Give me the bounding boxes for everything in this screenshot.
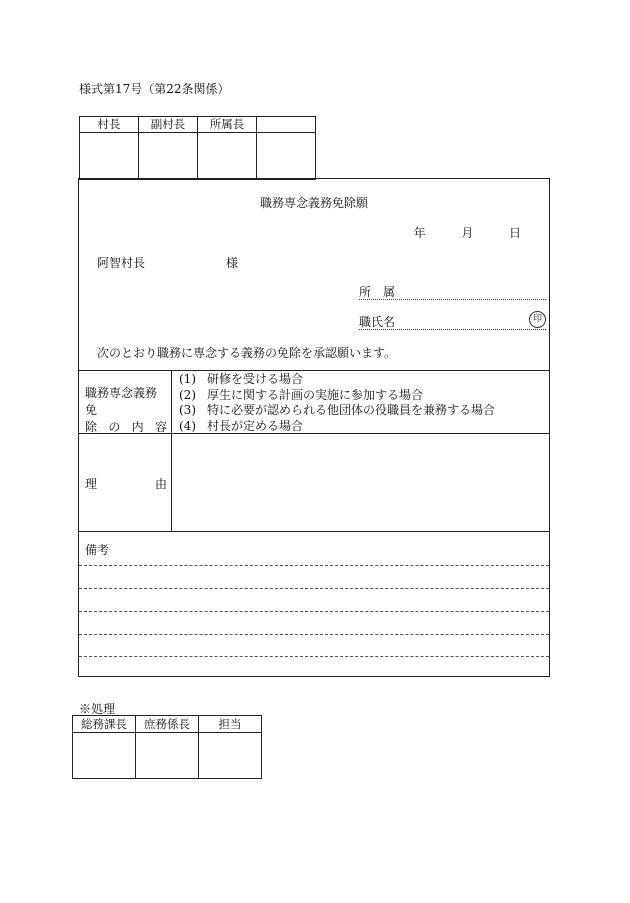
remarks-line[interactable] [79,588,549,589]
application-form [78,178,550,677]
exemption-content-label: 職務専念義務免 除 の 内 容 [85,386,167,434]
approval-stamp-table [79,116,316,180]
processing-stamp-cell[interactable] [199,733,262,779]
processing-stamp-table [72,715,262,779]
request-text: 次のとおり職務に専念する義務の免除を承認願います。 [97,346,397,360]
divider [79,531,549,532]
affiliation-label: 所 属 [359,285,396,299]
name-field[interactable] [359,313,546,330]
divider [79,370,549,371]
date-year-label: 年 [413,226,426,240]
processing-header-clerical-chief: 庶務係長 [136,716,199,733]
approval-stamp-cell[interactable] [139,133,198,180]
remarks-line[interactable] [79,634,549,635]
date-day-label: 日 [508,226,521,240]
form-number-label: 様式第17号（第22条関係） [79,82,230,96]
processing-stamp-cell[interactable] [136,733,199,779]
processing-label: ※処理 [79,702,116,716]
list-item[interactable]: (2) 厚生に関する計画の実施に参加する場合 [179,387,424,402]
addressee: 阿智村長 [97,256,146,270]
list-item[interactable]: (1) 研修を受ける場合 [179,372,304,386]
remarks-line[interactable] [79,611,549,612]
approval-header-dept-head: 所属長 [198,117,257,133]
approval-header-blank [257,117,316,133]
date-month-label: 月 [461,226,474,240]
exemption-options-list [179,372,495,434]
remarks-line[interactable] [79,656,549,657]
processing-header-staff: 担当 [199,716,262,733]
approval-stamp-cell[interactable] [80,133,139,180]
reason-field[interactable] [172,434,549,531]
document-title: 職務専念義務免除願 [259,196,368,210]
date-field[interactable] [414,224,521,241]
processing-header-general-affairs-chief: 総務課長 [73,716,136,733]
approval-stamp-cell[interactable] [198,133,257,180]
list-item[interactable]: (4) 村長が定める場合 [179,418,304,433]
remarks-label: 備考 [85,543,110,557]
processing-stamp-cell[interactable] [73,733,136,779]
approval-header-mayor: 村長 [80,117,139,133]
affiliation-field[interactable] [359,283,546,300]
reason-label: 理 由 [85,477,167,491]
seal-mark: 印 [529,311,546,328]
honorific: 様 [226,256,239,270]
approval-stamp-cell[interactable] [257,133,316,180]
name-label: 職氏名 [359,315,396,329]
approval-header-deputy-mayor: 副村長 [139,117,198,133]
list-item[interactable]: (3) 特に必要が認められる他団体の役職員を兼務する場合 [179,403,496,418]
remarks-line[interactable] [79,565,549,566]
